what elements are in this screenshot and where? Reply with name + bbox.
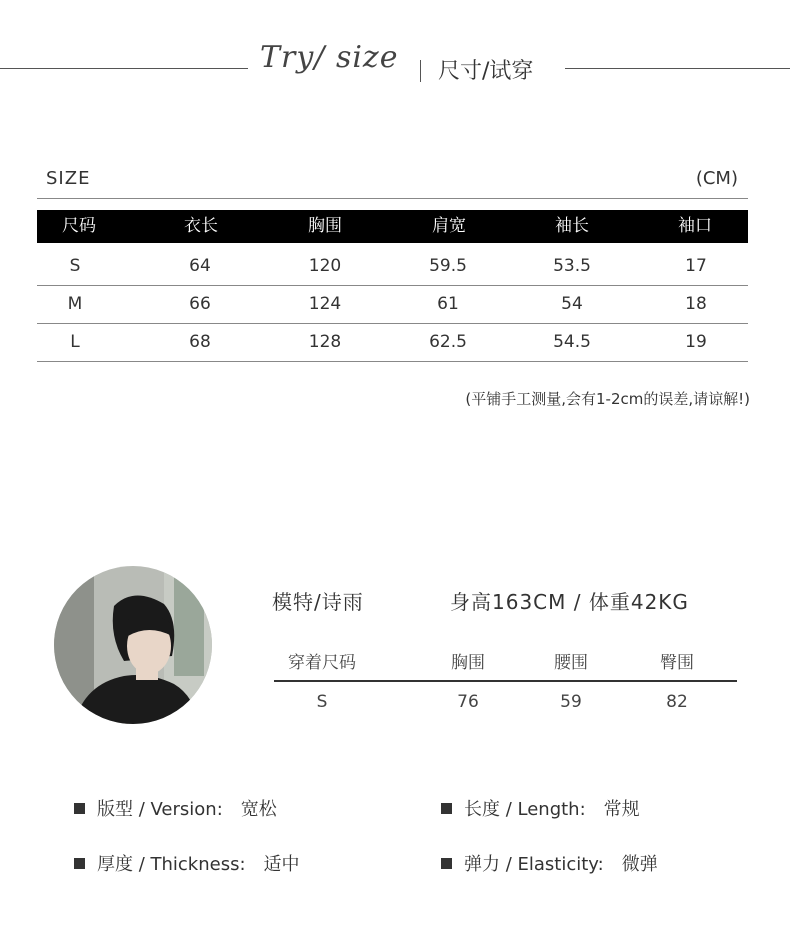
unit-label: (CM) bbox=[695, 168, 738, 189]
table-cell: 128 bbox=[308, 332, 342, 352]
model-value: S bbox=[316, 692, 328, 712]
property-elasticity bbox=[441, 850, 658, 876]
square-bullet-icon bbox=[74, 858, 85, 869]
model-name: 模特/诗雨 bbox=[272, 590, 364, 614]
header-separator bbox=[420, 60, 421, 82]
property-label: 版型 / Version: bbox=[97, 799, 223, 820]
model-column-header: 穿着尺码 bbox=[288, 653, 356, 673]
model-value: 82 bbox=[666, 692, 688, 712]
model-photo bbox=[54, 566, 212, 724]
table-cell: L bbox=[70, 332, 80, 352]
property-value: 适中 bbox=[263, 854, 300, 875]
model-value: 76 bbox=[457, 692, 479, 712]
table-cell: 59.5 bbox=[429, 256, 467, 276]
table-row bbox=[37, 286, 748, 323]
table-cell: 68 bbox=[189, 332, 211, 352]
size-label: SIZE bbox=[46, 168, 91, 189]
property-value: 宽松 bbox=[240, 799, 277, 820]
table-cell: 66 bbox=[189, 294, 211, 314]
table-cell: 54 bbox=[561, 294, 583, 314]
column-header: 袖口 bbox=[678, 216, 712, 236]
column-header: 袖长 bbox=[555, 216, 589, 236]
table-row bbox=[37, 248, 748, 285]
model-column-header: 腰围 bbox=[554, 653, 588, 673]
column-header: 尺码 bbox=[62, 216, 96, 236]
model-photo-illustration bbox=[54, 566, 212, 724]
script-title: Try/ size bbox=[260, 40, 399, 75]
table-cell: 124 bbox=[308, 294, 342, 314]
model-value: 59 bbox=[560, 692, 582, 712]
property-label: 厚度 / Thickness: bbox=[97, 854, 246, 875]
table-cell: 17 bbox=[685, 256, 707, 276]
property-label: 弹力 / Elasticity: bbox=[464, 854, 604, 875]
header-line-left bbox=[0, 68, 248, 69]
property-version bbox=[74, 795, 277, 821]
table-cell: 120 bbox=[308, 256, 342, 276]
table-cell: 61 bbox=[437, 294, 459, 314]
header-title: 尺寸/试穿 bbox=[438, 59, 534, 84]
table-cell: 18 bbox=[685, 294, 707, 314]
square-bullet-icon bbox=[441, 803, 452, 814]
model-table-rule bbox=[274, 680, 737, 682]
property-thickness bbox=[74, 850, 300, 876]
size-table-header bbox=[37, 210, 748, 243]
table-cell: 62.5 bbox=[429, 332, 467, 352]
table-cell: 54.5 bbox=[553, 332, 591, 352]
header-line-right bbox=[565, 68, 790, 69]
table-cell: 53.5 bbox=[553, 256, 591, 276]
property-label: 长度 / Length: bbox=[464, 799, 586, 820]
table-row bbox=[37, 324, 748, 361]
property-length bbox=[441, 795, 640, 821]
table-cell: M bbox=[67, 294, 83, 314]
table-cell: 64 bbox=[189, 256, 211, 276]
table-cell: 19 bbox=[685, 332, 707, 352]
property-value: 微弹 bbox=[621, 854, 658, 875]
square-bullet-icon bbox=[74, 803, 85, 814]
column-header: 肩宽 bbox=[432, 216, 466, 236]
table-cell: S bbox=[69, 256, 81, 276]
model-column-header: 胸围 bbox=[451, 653, 485, 673]
square-bullet-icon bbox=[441, 858, 452, 869]
model-stats: 身高163CM / 体重42KG bbox=[450, 590, 689, 614]
property-value: 常规 bbox=[603, 799, 640, 820]
measurement-note: (平铺手工测量,会有1-2cm的误差,请谅解!) bbox=[465, 390, 750, 408]
model-column-header: 臀围 bbox=[660, 653, 694, 673]
column-header: 胸围 bbox=[308, 216, 342, 236]
table-top-rule bbox=[37, 198, 748, 199]
row-rule bbox=[37, 361, 748, 362]
column-header: 衣长 bbox=[184, 216, 218, 236]
